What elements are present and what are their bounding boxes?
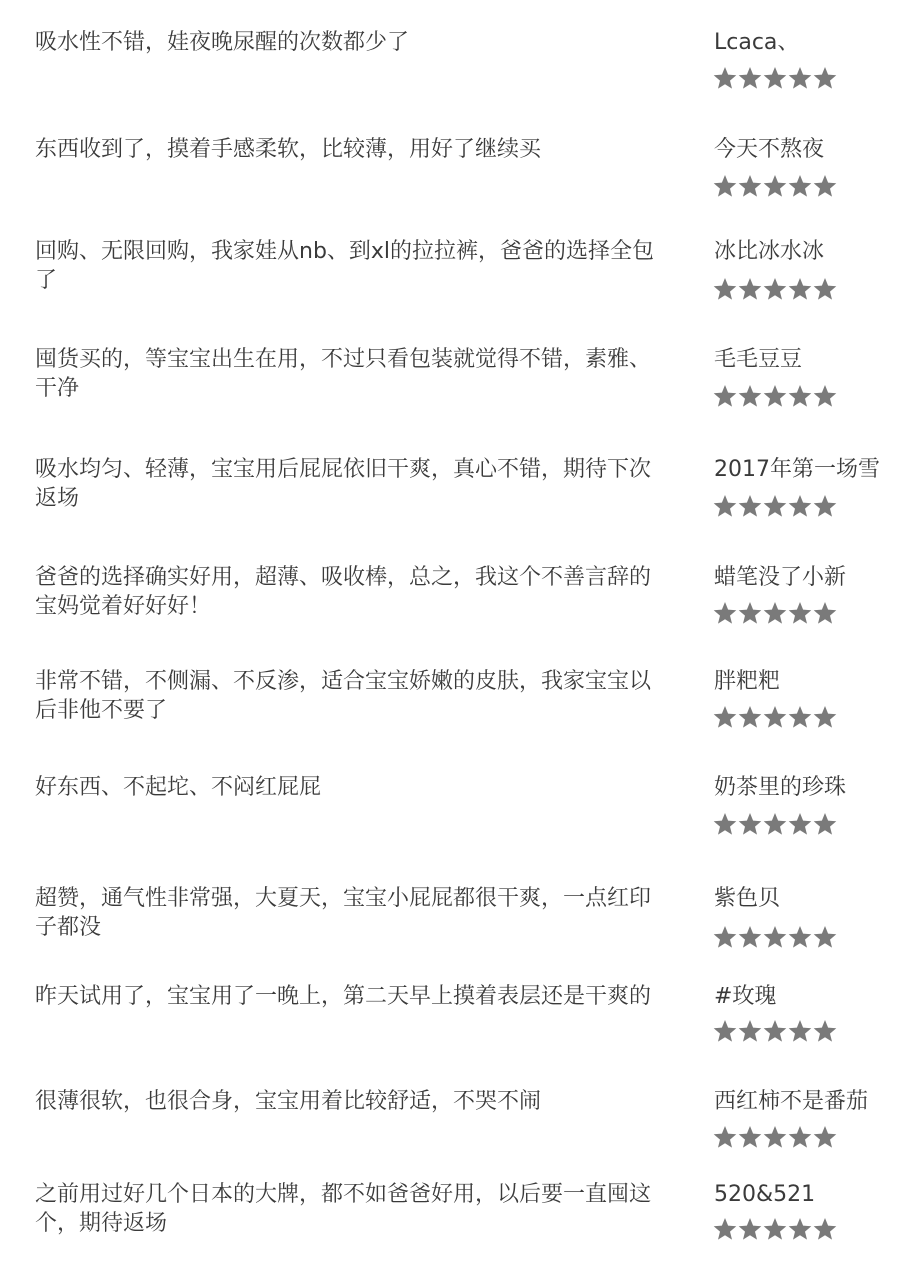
star-icon (713, 925, 737, 949)
star-icon (763, 1019, 787, 1043)
star-icon (713, 601, 737, 625)
review-author: 胖粑粑 (714, 669, 781, 694)
star-rating (713, 174, 837, 198)
review-author: 紫色贝 (714, 886, 781, 911)
star-icon (738, 1217, 762, 1241)
star-icon (788, 705, 812, 729)
review-author: 2017年第一场雪 (714, 457, 880, 482)
star-icon (763, 277, 787, 301)
star-icon (713, 812, 737, 836)
star-icon (788, 66, 812, 90)
review-author: 冰比冰水冰 (714, 239, 825, 264)
star-icon (788, 174, 812, 198)
star-icon (788, 277, 812, 301)
star-icon (813, 812, 837, 836)
star-rating (713, 1125, 837, 1149)
star-rating (713, 494, 837, 518)
star-icon (738, 277, 762, 301)
star-icon (738, 705, 762, 729)
review-comment: 东西收到了，摸着手感柔软，比较薄，用好了继续买 (35, 137, 542, 162)
star-icon (813, 384, 837, 408)
star-icon (763, 812, 787, 836)
star-icon (788, 1125, 812, 1149)
star-rating (713, 1019, 837, 1043)
review-comment: 超赞，通气性非常强，大夏天，宝宝小屁屁都很干爽，一点红印子都没 (35, 886, 652, 940)
star-icon (813, 601, 837, 625)
review-comment: 囤货买的，等宝宝出生在用，不过只看包装就觉得不错，素雅、干净 (35, 347, 652, 401)
review-comment: 吸水均匀、轻薄，宝宝用后屁屁依旧干爽，真心不错，期待下次返场 (35, 457, 652, 511)
star-icon (713, 1019, 737, 1043)
star-icon (713, 174, 737, 198)
review-author: 蜡笔没了小新 (714, 565, 847, 590)
review-author: 西红柿不是番茄 (714, 1089, 869, 1114)
star-icon (763, 601, 787, 625)
star-icon (763, 1125, 787, 1149)
star-rating (713, 277, 837, 301)
star-icon (788, 384, 812, 408)
star-icon (813, 1125, 837, 1149)
star-icon (788, 601, 812, 625)
star-icon (813, 705, 837, 729)
star-icon (788, 1019, 812, 1043)
star-rating (713, 66, 837, 90)
star-icon (713, 494, 737, 518)
review-comment: 非常不错，不侧漏、不反渗，适合宝宝娇嫩的皮肤，我家宝宝以后非他不要了 (35, 669, 652, 723)
star-rating (713, 1217, 837, 1241)
review-author: 520&521 (714, 1182, 816, 1207)
star-rating (713, 705, 837, 729)
review-comment: 吸水性不错，娃夜晚尿醒的次数都少了 (35, 30, 410, 55)
star-icon (813, 66, 837, 90)
star-icon (738, 174, 762, 198)
star-icon (813, 1217, 837, 1241)
star-rating (713, 812, 837, 836)
star-icon (813, 1019, 837, 1043)
star-icon (738, 601, 762, 625)
star-icon (763, 174, 787, 198)
star-icon (813, 494, 837, 518)
review-comment: 很薄很软，也很合身，宝宝用着比较舒适，不哭不闹 (35, 1089, 542, 1114)
star-icon (788, 925, 812, 949)
review-author: #玫瑰 (714, 984, 777, 1009)
star-icon (763, 705, 787, 729)
review-comment: 之前用过好几个日本的大牌，都不如爸爸好用，以后要一直囤这个，期待返场 (35, 1182, 652, 1236)
star-rating (713, 384, 837, 408)
star-icon (763, 494, 787, 518)
review-author: 今天不熬夜 (714, 137, 825, 162)
star-icon (788, 494, 812, 518)
star-icon (738, 925, 762, 949)
review-author: 奶茶里的珍珠 (714, 775, 847, 800)
star-icon (763, 384, 787, 408)
star-icon (738, 1019, 762, 1043)
review-author: 毛毛豆豆 (714, 347, 803, 372)
star-icon (713, 277, 737, 301)
star-icon (713, 384, 737, 408)
star-icon (788, 812, 812, 836)
star-icon (738, 66, 762, 90)
star-icon (713, 705, 737, 729)
star-icon (738, 1125, 762, 1149)
star-icon (713, 66, 737, 90)
star-icon (713, 1217, 737, 1241)
star-rating (713, 925, 837, 949)
review-comment: 回购、无限回购，我家娃从nb、到xl的拉拉裤，爸爸的选择全包了 (35, 239, 655, 293)
review-comment: 好东西、不起坨、不闷红屁屁 (35, 775, 322, 800)
star-icon (713, 1125, 737, 1149)
review-comment: 昨天试用了，宝宝用了一晚上，第二天早上摸着表层还是干爽的 (35, 984, 652, 1009)
star-rating (713, 601, 837, 625)
star-icon (738, 384, 762, 408)
star-icon (738, 812, 762, 836)
star-icon (788, 1217, 812, 1241)
review-comment: 爸爸的选择确实好用，超薄、吸收棒，总之，我这个不善言辞的宝妈觉着好好好！ (35, 565, 652, 619)
star-icon (813, 174, 837, 198)
star-icon (813, 277, 837, 301)
star-icon (763, 66, 787, 90)
star-icon (763, 1217, 787, 1241)
star-icon (813, 925, 837, 949)
star-icon (738, 494, 762, 518)
star-icon (763, 925, 787, 949)
review-author: Lcaca、 (714, 30, 800, 55)
